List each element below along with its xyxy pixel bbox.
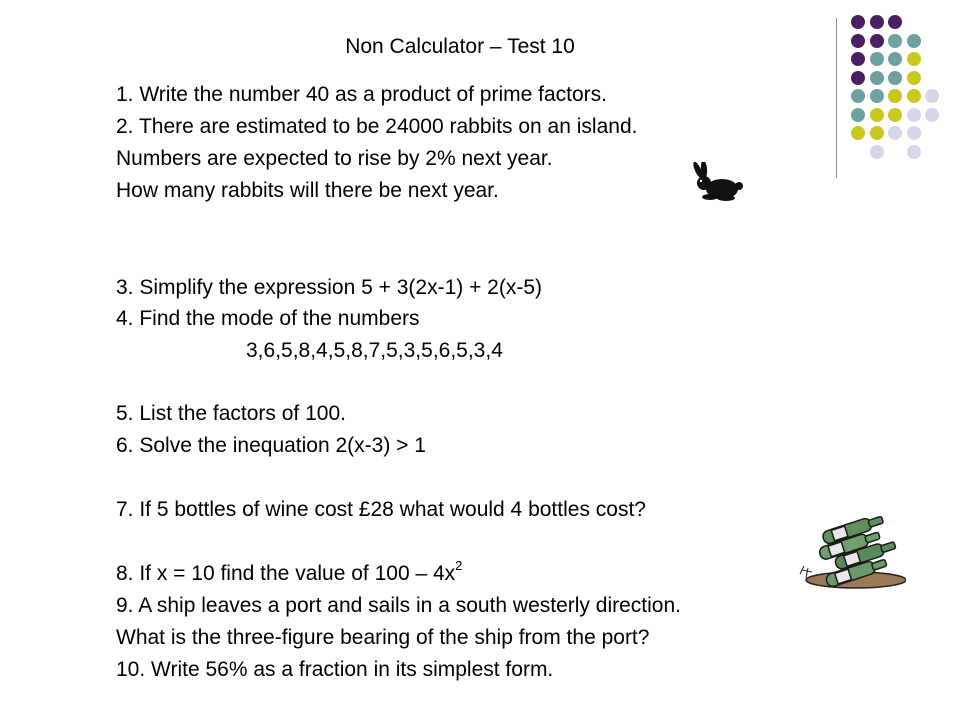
- decorative-dot: [907, 108, 921, 122]
- decorative-dot: [888, 108, 902, 122]
- decorative-dot: [888, 126, 902, 140]
- question-4-numbers: 3,6,5,8,4,5,8,7,5,3,5,6,5,3,4: [246, 339, 503, 362]
- decorative-dot: [907, 126, 921, 140]
- decorative-dot: [907, 145, 921, 159]
- decorative-dot: [870, 145, 884, 159]
- rabbit-icon: [686, 162, 746, 202]
- decorative-dot: [907, 52, 921, 66]
- decorative-dot: [851, 71, 865, 85]
- question-2-line: 2. There are estimated to be 24000 rabbits on an island.: [116, 115, 638, 138]
- decorative-dot: [888, 71, 902, 85]
- decorative-dot: [851, 89, 865, 103]
- question-8-exponent: 2: [455, 558, 463, 573]
- question-6-line: 6. Solve the inequation 2(x-3) > 1: [116, 434, 426, 457]
- decorative-dot: [851, 34, 865, 48]
- decorative-dot: [870, 126, 884, 140]
- decorative-dot: [851, 15, 865, 29]
- question-3-line: 3. Simplify the expression 5 + 3(2x-1) + 2(x-5): [116, 276, 543, 299]
- decorative-dot: [851, 126, 865, 140]
- decorative-dot: [888, 52, 902, 66]
- wine-bottles-icon: [798, 508, 906, 590]
- decorative-dot-grid: [0, 0, 960, 200]
- decorative-dot: [888, 89, 902, 103]
- question-5-line: 5. List the factors of 100.: [116, 402, 346, 425]
- question-8-text: 8. If x = 10 find the value of 100 – 4x: [116, 562, 456, 585]
- question-9-line: 9. A ship leaves a port and sails in a south westerly direction.: [116, 594, 681, 617]
- question-2-line-2: Numbers are expected to rise by 2% next year.: [116, 147, 553, 170]
- decorative-dot: [870, 108, 884, 122]
- decorative-dot: [851, 108, 865, 122]
- decorative-dot: [925, 89, 939, 103]
- question-1-line: 1. Write the number 40 as a product of prime factors.: [116, 83, 608, 106]
- question-9-line-2: What is the three-figure bearing of the ship from the port?: [116, 626, 650, 649]
- decorative-dot: [851, 52, 865, 66]
- decorative-dot: [870, 89, 884, 103]
- decorative-dot: [888, 15, 902, 29]
- decorative-dot: [870, 34, 884, 48]
- decorative-dot: [925, 108, 939, 122]
- decorative-dot: [870, 52, 884, 66]
- question-7-line: 7. If 5 bottles of wine cost £28 what would 4 bottles cost?: [116, 498, 646, 521]
- question-2-line-3: How many rabbits will there be next year.: [116, 179, 499, 202]
- question-10-line: 10. Write 56% as a fraction in its simplest form.: [116, 658, 554, 681]
- decorative-dot: [870, 71, 884, 85]
- decorative-dot: [870, 15, 884, 29]
- decorative-dot: [888, 34, 902, 48]
- slide-title: Non Calculator – Test 10: [345, 35, 575, 58]
- decorative-dot: [907, 71, 921, 85]
- question-8-line: [116, 560, 462, 588]
- question-4-line: 4. Find the mode of the numbers: [116, 307, 420, 330]
- decorative-dot: [907, 34, 921, 48]
- decorative-dot: [907, 89, 921, 103]
